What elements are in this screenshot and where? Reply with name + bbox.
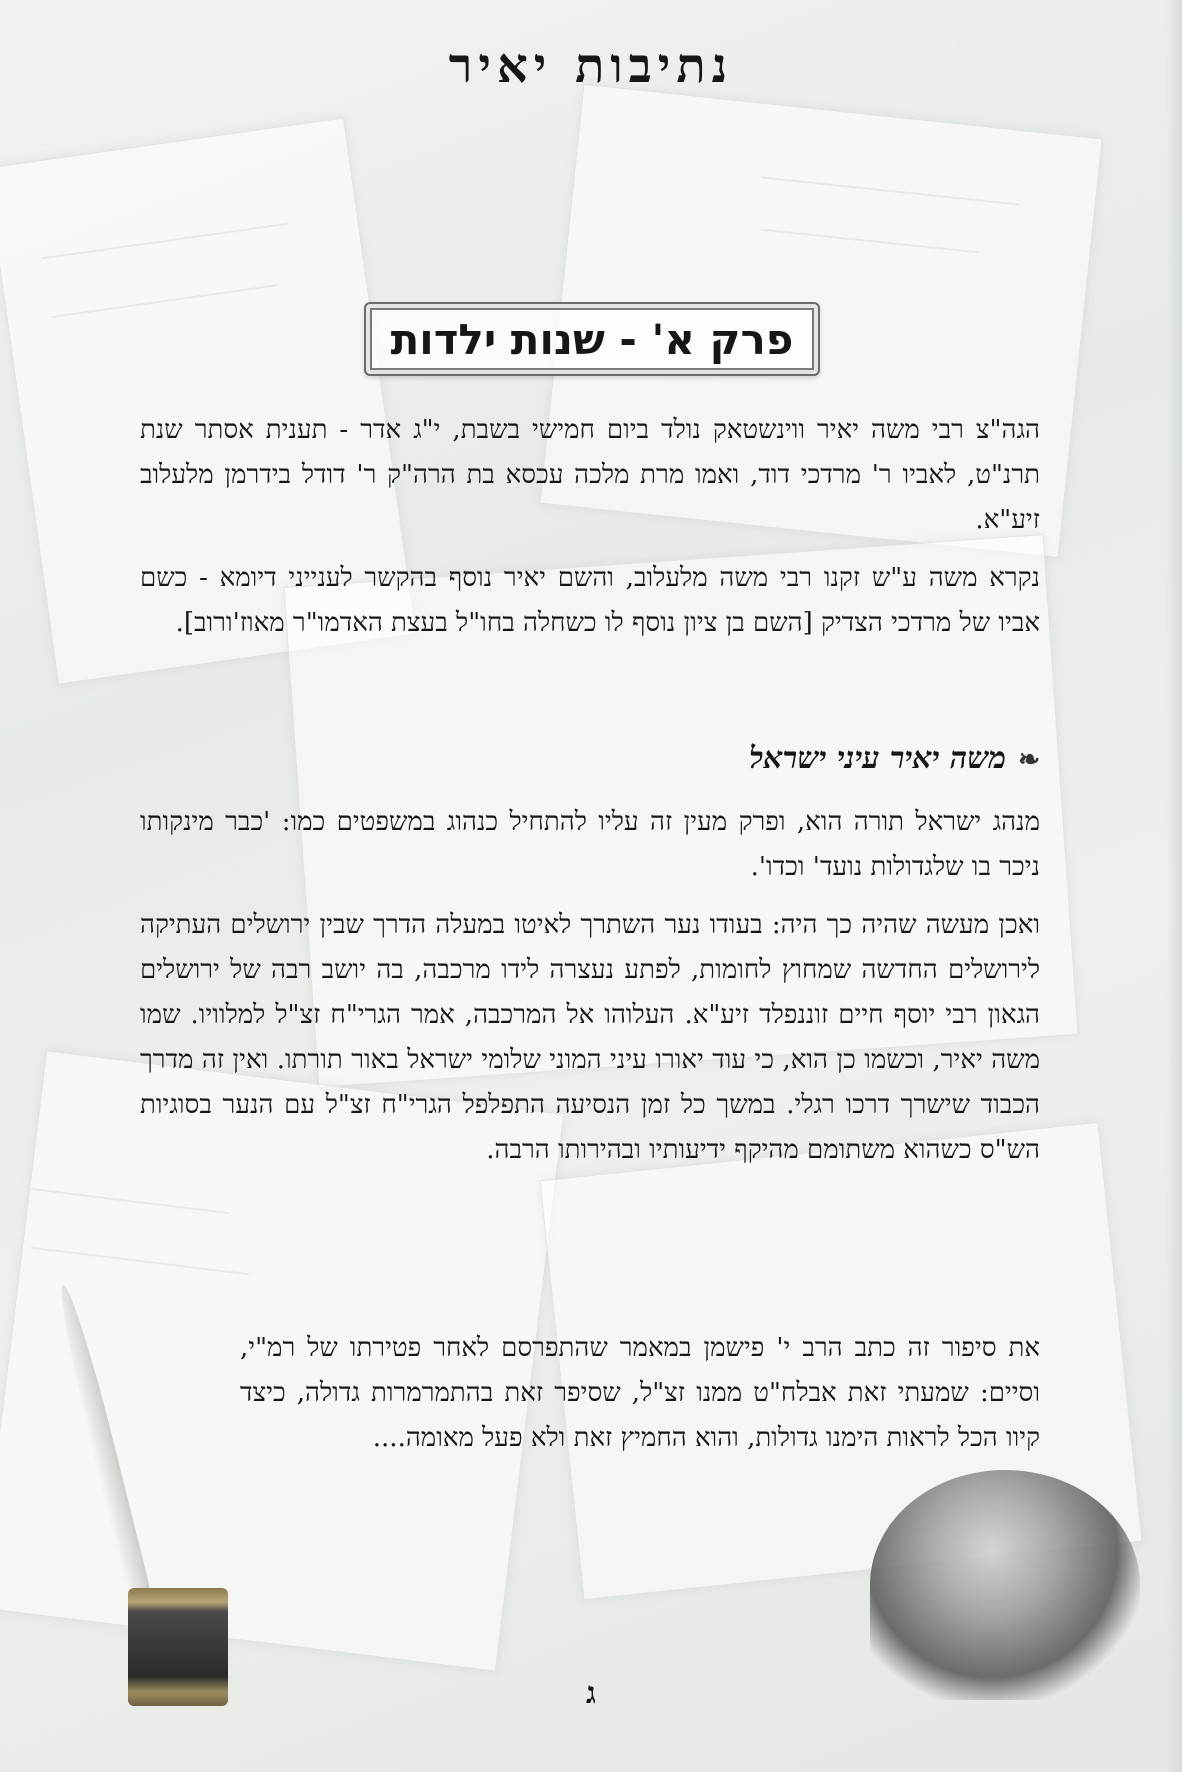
- running-header-title: נתיבות יאיר: [448, 38, 734, 94]
- chapter-title-frame: [364, 302, 820, 376]
- paragraph: נקרא משה ע"ש זקנו רבי משה מלעלוב, והשם יאיר נוסף בהקשר לענייני דיומא - כשם אביו של מרדכי הצדיק [השם בן ציון נוסף לו כשחלה בחו"ל בעצת האדמו"ר מאוז'ורוב].: [140, 563, 1040, 638]
- rabbi-portrait-photo: [870, 1470, 1140, 1700]
- paragraph: את סיפור זה כתב הרב י' פישמן במאמר שהתפרסם לאחר פטירתו של רמ"י, וסיים: שמעתי זאת אבלח"ט ממנו זצ"ל, שסיפר זאת בהתמרמרות גדולה, כיצד קיוו הכל לראות הימנו גדולות, והוא החמיץ זאת ולא פעל מאומה....: [240, 1333, 1040, 1453]
- body-text-block: [140, 800, 1040, 1173]
- fleuron-ornament-icon: ❧: [1018, 745, 1040, 775]
- section-heading: [140, 741, 1040, 776]
- paragraph: הגה"צ רבי משה יאיר ווינשטאק נולד ביום חמישי בשבת, י"ג אדר - תענית אסתר שנת תרנ"ט, לאביו ר' מרדכי דוד, ואמו מרת מלכה עכסא בת הרה"ק ר' דודל בידרמן מלעלוב זיע"א.: [140, 415, 1040, 535]
- section-heading-text: משה יאיר עיני ישראל: [749, 741, 1007, 776]
- page-number: ג: [586, 1676, 596, 1711]
- intro-text-block: [140, 408, 1040, 646]
- page-edge-shadow: [1166, 0, 1182, 1772]
- chapter-title: פרק א' - שנות ילדות: [390, 314, 794, 364]
- closing-text-block: [240, 1326, 1040, 1461]
- paragraph: מנהג ישראל תורה הוא, ופרק מעין זה עליו להתחיל כנהוג במשפטים כמו: 'כבר מינקותו ניכר בו שלגדולות נועד' וכדו'.: [140, 807, 1040, 882]
- paragraph: ואכן מעשה שהיה כך היה: בעודו נער השתרך לאיטו במעלה הדרך שבין ירושלים העתיקה לירושלים החדשה שמחוץ לחומות, לפתע נעצרה לידו מרכבה, בה יושב רבה של ירושלים הגאון רבי יוסף חיים זוננפלד זיע"א. העלוהו אל המרכבה, אמר הגרי"ח זצ"ל למלוויו. שמו משה יאיר, וכשמו כן הוא, כי עוד יאורו עיני המוני שלומי ישראל באור תורתו. ואין זה מדרך הכבוד שישרך דרכו רגלי. במשך כל זמן הנסיעה התפלפל הגרי"ח זצ"ל עם הנער בסוגיות הש"ס כשהוא משתומם מהיקף ידיעותיו ובהירותו הרבה.: [140, 910, 1040, 1165]
